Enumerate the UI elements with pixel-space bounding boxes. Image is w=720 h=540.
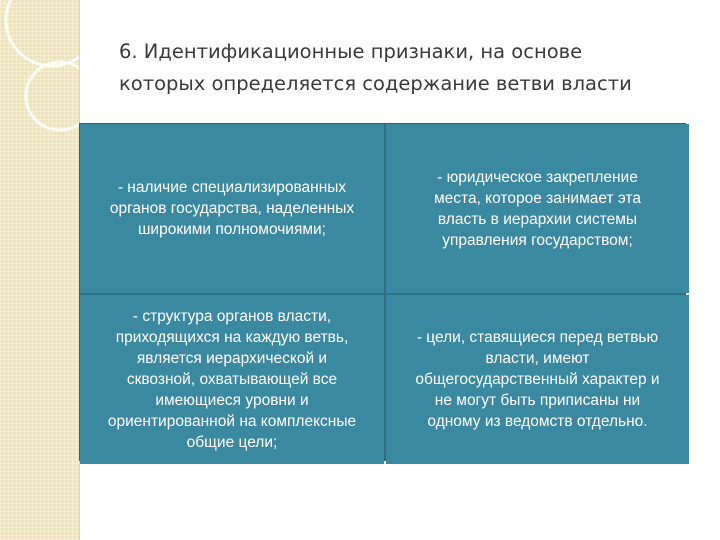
features-table [79,123,686,461]
table-cell [386,295,689,464]
cell-line: ориентированной на комплексные [107,413,357,430]
cell-line: - цели, ставящиеся перед ветвью [416,329,659,346]
cell-text [108,306,356,453]
cell-line: сквозной, охватывающей все [126,371,338,388]
table-cell [80,124,384,293]
cell-line: органов государства, наделенных [109,200,355,217]
cell-line: общегосударственный характер и [415,371,660,388]
cell-text [415,327,659,432]
cell-line: управления государством; [442,231,633,249]
cell-line: власть в иерархии системы [437,210,638,228]
decorative-side-strip [0,0,79,540]
cell-line: приходящихся на каждую ветвь, [115,329,349,346]
cell-line: широкими полномочиями; [138,221,326,238]
slide-title [119,36,699,100]
cell-line: власти, имеют [485,350,590,367]
cell-line: - наличие специализированных [117,179,347,196]
cell-line: общие цели; [186,434,278,451]
cell-line: места, которое занимает эта [434,189,641,207]
cell-line: - юридическое закрепление [437,168,638,186]
table-cell [386,124,689,293]
cell-line: - структура органов власти, [132,308,332,325]
cell-line: одному из ведомств отдельно. [427,413,648,430]
cell-line: не могут быть приписаны ни [434,392,641,409]
cell-text [110,177,354,240]
cell-line: является иерархической и [136,350,328,367]
slide-title-line: 6. Идентификационные признаки, на основе [119,40,583,63]
decorative-circles-icon [0,0,79,540]
slide-title-line: которых определяется содержание ветви власти [119,72,632,95]
table-cell [80,295,384,464]
cell-text [434,167,641,251]
cell-line: имеющиеся уровни и [155,392,309,409]
